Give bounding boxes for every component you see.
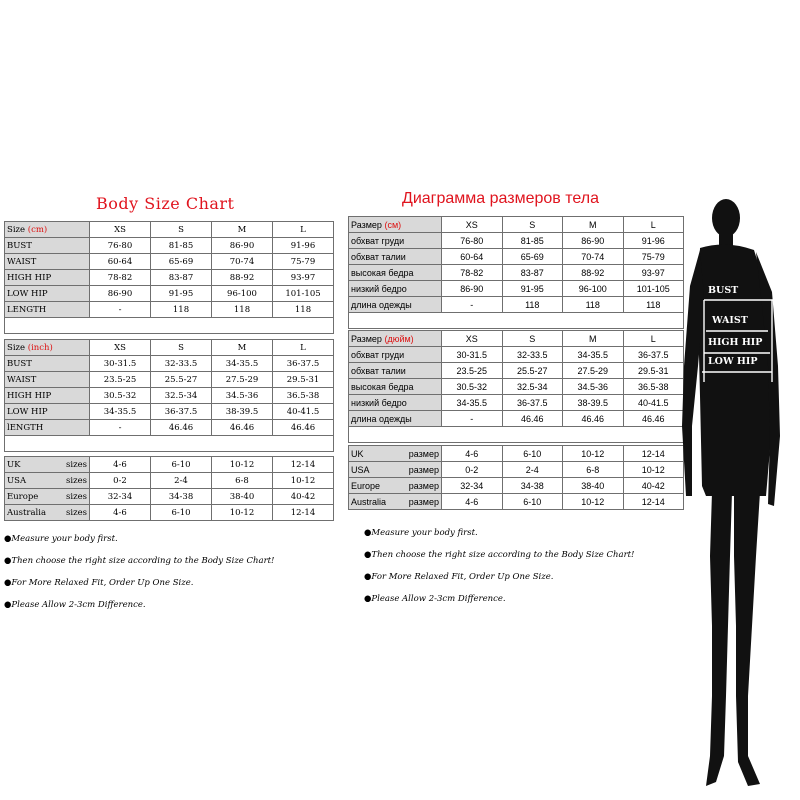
separator-row — [349, 427, 684, 443]
note-item: ●Then choose the right size according to the Body Size Chart! — [4, 556, 275, 566]
table-cell: 34-38 — [151, 489, 212, 505]
table-cell: 65-69 — [151, 254, 212, 270]
table-cell: 4-6 — [442, 446, 503, 462]
table-cell: 40-41.5 — [273, 404, 334, 420]
table-cell: 6-10 — [151, 457, 212, 473]
table-row — [349, 233, 684, 249]
row-label: низкий бедро — [349, 281, 442, 297]
size-col-l: L — [623, 331, 684, 347]
region-label: USA — [351, 464, 370, 475]
table-cell: 46.46 — [273, 420, 334, 436]
table-cell: 46.46 — [502, 411, 563, 427]
table-row — [349, 411, 684, 427]
table-row — [349, 265, 684, 281]
table-cell: 83-87 — [502, 265, 563, 281]
table-cell: 65-69 — [502, 249, 563, 265]
row-label: длина одежды — [349, 297, 442, 313]
table-cell: 23.5-25 — [442, 363, 503, 379]
table-cell: 86-90 — [442, 281, 503, 297]
table-cell: 4-6 — [90, 505, 151, 521]
table-cell: 36-37.5 — [151, 404, 212, 420]
size-col-xs: XS — [90, 340, 151, 356]
table-cell: 96-100 — [563, 281, 624, 297]
table-cell: 34-38 — [502, 478, 563, 494]
table-cell: 118 — [502, 297, 563, 313]
table-cell: 32-34 — [90, 489, 151, 505]
table-cell: 60-64 — [90, 254, 151, 270]
table-cell: 96-100 — [212, 286, 273, 302]
row-label: обхват талии — [349, 249, 442, 265]
note-item: ●Please Allow 2-3cm Difference. — [364, 594, 506, 604]
table-cell: 75-79 — [623, 249, 684, 265]
size-header-cell — [349, 331, 442, 347]
table-cell: 70-74 — [563, 249, 624, 265]
table-cell: 30.5-32 — [442, 379, 503, 395]
table-cell: 10-12 — [212, 457, 273, 473]
table-cell: 12-14 — [623, 494, 684, 510]
row-label — [5, 505, 90, 521]
size-header-cell — [5, 222, 90, 238]
row-label: LOW HIP — [5, 404, 90, 420]
table-cell: 0-2 — [442, 462, 503, 478]
row-label: HIGH HIP — [5, 388, 90, 404]
table-cell: 118 — [623, 297, 684, 313]
table-row — [5, 356, 334, 372]
sizes-word: размер — [408, 480, 439, 491]
row-label — [349, 478, 442, 494]
table-cell: 29.5-31 — [273, 372, 334, 388]
table-row — [5, 505, 334, 521]
table-cell: 4-6 — [442, 494, 503, 510]
table-cell: 36-37.5 — [273, 356, 334, 372]
row-label: LENGTH — [5, 302, 90, 318]
size-label: Размер — [351, 219, 382, 230]
table-row — [5, 420, 334, 436]
table-cell: 88-92 — [212, 270, 273, 286]
table-cell: 32-34 — [442, 478, 503, 494]
table-header-row — [5, 340, 334, 356]
row-label: низкий бедро — [349, 395, 442, 411]
table-cell: 12-14 — [623, 446, 684, 462]
size-col-l: L — [623, 217, 684, 233]
table-cell: 78-82 — [442, 265, 503, 281]
table-cell: 25.5-27 — [151, 372, 212, 388]
row-label: BUST — [5, 238, 90, 254]
table-cell: 118 — [151, 302, 212, 318]
table-cell: 118 — [273, 302, 334, 318]
separator-cell — [349, 313, 684, 329]
size-col-s: S — [502, 331, 563, 347]
sizes-word: sizes — [66, 475, 87, 486]
note-item: ●Measure your body first. — [4, 534, 118, 544]
table-cell: 27.5-29 — [563, 363, 624, 379]
table-header-row — [5, 222, 334, 238]
table-cell: 27.5-29 — [212, 372, 273, 388]
table-cell: 101-105 — [273, 286, 334, 302]
table-cell: - — [442, 297, 503, 313]
table-cell: 10-12 — [623, 462, 684, 478]
table-row — [349, 297, 684, 313]
table-cell: 10-12 — [563, 494, 624, 510]
note-item: ●For More Relaxed Fit, Order Up One Size. — [364, 572, 554, 582]
unit-label: (cm) — [27, 224, 48, 235]
table-row — [5, 270, 334, 286]
table-cell: 118 — [563, 297, 624, 313]
row-label — [349, 462, 442, 478]
sizes-word: sizes — [66, 491, 87, 502]
table-cell: 36.5-38 — [273, 388, 334, 404]
sizes-word: размер — [408, 496, 439, 507]
table-cell: 101-105 — [623, 281, 684, 297]
size-label: Size — [7, 342, 26, 353]
table-cell: 36-37.5 — [502, 395, 563, 411]
row-label: обхват груди — [349, 233, 442, 249]
separator-row — [5, 318, 334, 334]
table-cell: 76-80 — [90, 238, 151, 254]
table-cell: 10-12 — [273, 473, 334, 489]
table-cell: 2-4 — [502, 462, 563, 478]
separator-cell — [5, 436, 334, 452]
table-cell: 93-97 — [623, 265, 684, 281]
table-row — [349, 462, 684, 478]
table-cell: 32.5-34 — [151, 388, 212, 404]
silhouette-label-low-hip: LOW HIP — [708, 356, 758, 367]
table-row — [5, 489, 334, 505]
size-col-m: M — [212, 340, 273, 356]
table-cell: - — [442, 411, 503, 427]
table-cell: 46.46 — [563, 411, 624, 427]
table-row — [5, 238, 334, 254]
table-cell: 81-85 — [151, 238, 212, 254]
row-label: BUST — [5, 356, 90, 372]
row-label: обхват талии — [349, 363, 442, 379]
table-cell: 36-37.5 — [623, 347, 684, 363]
table-cell: 46.46 — [151, 420, 212, 436]
row-label: HIGH HIP — [5, 270, 90, 286]
note-item: ●Then choose the right size according to the Body Size Chart! — [364, 550, 635, 560]
region-label: Australia — [351, 496, 387, 507]
table-cell: 34.5-36 — [212, 388, 273, 404]
row-label: WAIST — [5, 372, 90, 388]
table-cell: 6-8 — [212, 473, 273, 489]
table-row — [349, 281, 684, 297]
row-label: обхват груди — [349, 347, 442, 363]
table-cell: 32.5-34 — [502, 379, 563, 395]
table-cell: 34-35.5 — [212, 356, 273, 372]
table-header-row — [349, 217, 684, 233]
region-label: Europe — [351, 480, 381, 491]
sizes-word: sizes — [66, 507, 87, 518]
table-cell: 38-39.5 — [212, 404, 273, 420]
sizes-word: размер — [408, 448, 439, 459]
table-cell: 12-14 — [273, 505, 334, 521]
table-cell: 78-82 — [90, 270, 151, 286]
silhouette-label-waist: WAIST — [712, 315, 748, 326]
table-cell: 91-96 — [273, 238, 334, 254]
table-cell: 38-39.5 — [563, 395, 624, 411]
table-row — [349, 478, 684, 494]
table-cell: 6-10 — [151, 505, 212, 521]
table-cell: 10-12 — [563, 446, 624, 462]
sizes-word: размер — [408, 464, 439, 475]
table-row — [349, 379, 684, 395]
row-label: WAIST — [5, 254, 90, 270]
table-cell: 88-92 — [563, 265, 624, 281]
table-cell: 30.5-32 — [90, 388, 151, 404]
size-label: Size — [7, 224, 26, 235]
size-header-cell — [5, 340, 90, 356]
table-cell: 75-79 — [273, 254, 334, 270]
row-label — [349, 494, 442, 510]
russian-intl-table — [348, 445, 684, 510]
silhouette-label-bust: BUST — [708, 285, 739, 296]
unit-label: (дюйм) — [384, 333, 414, 344]
row-label: длина одежды — [349, 411, 442, 427]
table-cell: 0-2 — [90, 473, 151, 489]
table-header-row — [349, 331, 684, 347]
table-cell: 46.46 — [623, 411, 684, 427]
row-label: высокая бедра — [349, 379, 442, 395]
size-col-s: S — [151, 340, 212, 356]
sizes-word: sizes — [66, 459, 87, 470]
russian-inch-table — [348, 330, 684, 443]
table-cell: 12-14 — [273, 457, 334, 473]
russian-notes — [364, 522, 634, 610]
table-cell: 81-85 — [502, 233, 563, 249]
row-label — [349, 446, 442, 462]
silhouette-label-high-hip: HIGH HIP — [708, 337, 763, 348]
size-col-l: L — [273, 222, 334, 238]
row-label: высокая бедра — [349, 265, 442, 281]
size-col-l: L — [273, 340, 334, 356]
table-cell: 46.46 — [212, 420, 273, 436]
table-cell: 30-31.5 — [442, 347, 503, 363]
table-cell: 60-64 — [442, 249, 503, 265]
region-label: Australia — [7, 507, 47, 518]
region-label: UK — [351, 448, 364, 459]
table-cell: 6-8 — [563, 462, 624, 478]
table-cell: 40-42 — [623, 478, 684, 494]
table-cell: 40-41.5 — [623, 395, 684, 411]
table-cell: 38-40 — [563, 478, 624, 494]
table-cell: 4-6 — [90, 457, 151, 473]
table-cell: - — [90, 302, 151, 318]
size-col-m: M — [212, 222, 273, 238]
table-cell: 34-35.5 — [563, 347, 624, 363]
table-row — [5, 286, 334, 302]
table-cell: 34.5-36 — [563, 379, 624, 395]
table-row — [349, 446, 684, 462]
table-cell: 40-42 — [273, 489, 334, 505]
table-row — [349, 249, 684, 265]
table-cell: 6-10 — [502, 494, 563, 510]
size-header-cell — [349, 217, 442, 233]
table-row — [5, 388, 334, 404]
table-cell: 36.5-38 — [623, 379, 684, 395]
note-item: ●Please Allow 2-3cm Difference. — [4, 600, 146, 610]
table-cell: 32-33.5 — [151, 356, 212, 372]
english-intl-table — [4, 456, 334, 521]
note-item: ●Measure your body first. — [364, 528, 478, 538]
table-cell: 10-12 — [212, 505, 273, 521]
table-cell: 32-33.5 — [502, 347, 563, 363]
table-cell: 70-74 — [212, 254, 273, 270]
english-notes — [4, 528, 274, 616]
table-cell: 118 — [212, 302, 273, 318]
table-cell: 83-87 — [151, 270, 212, 286]
region-label: UK — [7, 459, 21, 470]
russian-chart-title: Диаграмма размеров тела — [402, 190, 599, 207]
table-row — [5, 404, 334, 420]
table-row — [349, 494, 684, 510]
table-cell: 76-80 — [442, 233, 503, 249]
table-cell: 86-90 — [563, 233, 624, 249]
table-cell: 38-40 — [212, 489, 273, 505]
size-col-xs: XS — [442, 331, 503, 347]
table-cell: 91-95 — [151, 286, 212, 302]
table-cell: 91-95 — [502, 281, 563, 297]
table-cell: 25.5-27 — [502, 363, 563, 379]
region-label: USA — [7, 475, 27, 486]
row-label: LOW HIP — [5, 286, 90, 302]
table-cell: 34-35.5 — [442, 395, 503, 411]
size-label: Размер — [351, 333, 382, 344]
separator-cell — [349, 427, 684, 443]
size-col-s: S — [151, 222, 212, 238]
table-cell: 86-90 — [90, 286, 151, 302]
row-label — [5, 473, 90, 489]
size-col-xs: XS — [442, 217, 503, 233]
table-row — [5, 457, 334, 473]
table-cell: 6-10 — [502, 446, 563, 462]
table-cell: 91-96 — [623, 233, 684, 249]
table-cell: - — [90, 420, 151, 436]
note-item: ●For More Relaxed Fit, Order Up One Size. — [4, 578, 194, 588]
table-cell: 2-4 — [151, 473, 212, 489]
table-cell: 93-97 — [273, 270, 334, 286]
table-cell: 29.5-31 — [623, 363, 684, 379]
size-col-xs: XS — [90, 222, 151, 238]
row-label — [5, 457, 90, 473]
separator-cell — [5, 318, 334, 334]
table-cell: 30-31.5 — [90, 356, 151, 372]
table-row — [349, 347, 684, 363]
table-row — [5, 372, 334, 388]
separator-row — [349, 313, 684, 329]
table-row — [349, 395, 684, 411]
table-row — [349, 363, 684, 379]
row-label: lENGTH — [5, 420, 90, 436]
english-inch-table — [4, 339, 334, 452]
table-cell: 86-90 — [212, 238, 273, 254]
table-cell: 23.5-25 — [90, 372, 151, 388]
table-row — [5, 302, 334, 318]
size-col-m: M — [563, 331, 624, 347]
english-chart-title: Body Size Chart — [96, 194, 235, 213]
region-label: Europe — [7, 491, 39, 502]
table-row — [5, 254, 334, 270]
unit-label: (см) — [384, 219, 402, 230]
english-cm-table — [4, 221, 334, 334]
row-label — [5, 489, 90, 505]
separator-row — [5, 436, 334, 452]
size-col-m: M — [563, 217, 624, 233]
table-row — [5, 473, 334, 489]
russian-cm-table — [348, 216, 684, 329]
size-col-s: S — [502, 217, 563, 233]
body-silhouette — [676, 196, 800, 796]
unit-label: (inch) — [27, 342, 53, 353]
table-cell: 34-35.5 — [90, 404, 151, 420]
